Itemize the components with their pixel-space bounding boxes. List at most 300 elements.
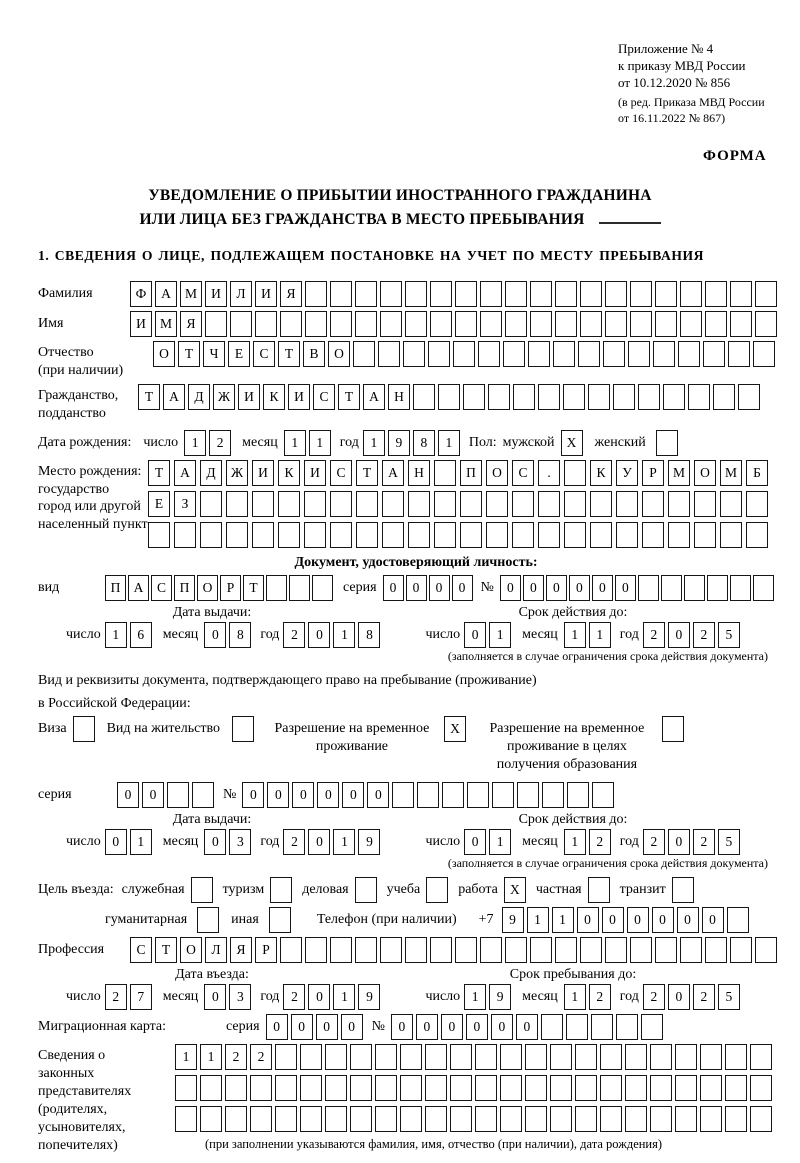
char-cell[interactable] xyxy=(330,281,352,307)
char-cell[interactable] xyxy=(591,1014,613,1040)
char-cell[interactable]: Т xyxy=(243,575,264,601)
char-cell[interactable] xyxy=(590,491,612,517)
char-cell[interactable]: А xyxy=(363,384,385,410)
char-cell[interactable] xyxy=(705,937,727,963)
char-cell[interactable] xyxy=(542,782,564,808)
char-cell[interactable] xyxy=(430,937,452,963)
char-cell[interactable] xyxy=(628,341,650,367)
char-cell[interactable] xyxy=(512,491,534,517)
char-cell[interactable]: 2 xyxy=(693,984,715,1010)
char-cell[interactable] xyxy=(750,1075,772,1101)
char-cell[interactable]: З xyxy=(174,491,196,517)
char-cell[interactable]: 1 xyxy=(105,622,127,648)
char-cell[interactable] xyxy=(280,937,302,963)
char-cell[interactable] xyxy=(330,522,352,548)
char-cell[interactable]: 1 xyxy=(333,984,355,1010)
char-cell[interactable]: 1 xyxy=(589,622,611,648)
char-cell[interactable] xyxy=(694,491,716,517)
char-cell[interactable] xyxy=(350,1075,372,1101)
char-cell[interactable]: 0 xyxy=(391,1014,413,1040)
char-cell[interactable]: Я xyxy=(280,281,302,307)
char-cell[interactable]: О xyxy=(486,460,508,486)
char-cell[interactable] xyxy=(555,281,577,307)
residence-permit-checkbox[interactable] xyxy=(232,716,254,742)
char-cell[interactable] xyxy=(550,1044,572,1070)
char-cell[interactable] xyxy=(200,1075,222,1101)
char-cell[interactable]: 0 xyxy=(204,984,226,1010)
char-cell[interactable]: Р xyxy=(642,460,664,486)
char-cell[interactable]: . xyxy=(538,460,560,486)
char-cell[interactable] xyxy=(148,522,170,548)
char-cell[interactable]: 1 xyxy=(464,984,486,1010)
char-cell[interactable]: 0 xyxy=(316,1014,338,1040)
char-cell[interactable] xyxy=(680,937,702,963)
char-cell[interactable] xyxy=(605,281,627,307)
char-cell[interactable] xyxy=(564,491,586,517)
char-cell[interactable]: А xyxy=(163,384,185,410)
char-cell[interactable]: Ф xyxy=(130,281,152,307)
char-cell[interactable] xyxy=(355,281,377,307)
char-cell[interactable] xyxy=(403,341,425,367)
char-cell[interactable] xyxy=(467,782,489,808)
char-cell[interactable] xyxy=(455,311,477,337)
char-cell[interactable]: М xyxy=(155,311,177,337)
char-cell[interactable] xyxy=(755,311,777,337)
char-cell[interactable]: Р xyxy=(255,937,277,963)
char-cell[interactable] xyxy=(661,575,682,601)
char-cell[interactable] xyxy=(475,1106,497,1132)
purpose-work-checkbox[interactable]: X xyxy=(504,877,526,903)
char-cell[interactable] xyxy=(382,522,404,548)
char-cell[interactable] xyxy=(304,491,326,517)
char-cell[interactable]: С xyxy=(130,937,152,963)
char-cell[interactable] xyxy=(280,311,302,337)
char-cell[interactable] xyxy=(578,341,600,367)
char-cell[interactable]: 2 xyxy=(693,829,715,855)
char-cell[interactable] xyxy=(275,1106,297,1132)
char-cell[interactable] xyxy=(408,522,430,548)
char-cell[interactable] xyxy=(650,1106,672,1132)
char-cell[interactable] xyxy=(563,384,585,410)
char-cell[interactable]: 0 xyxy=(341,1014,363,1040)
char-cell[interactable] xyxy=(567,782,589,808)
char-cell[interactable]: Л xyxy=(205,937,227,963)
char-cell[interactable] xyxy=(480,311,502,337)
char-cell[interactable] xyxy=(538,522,560,548)
char-cell[interactable] xyxy=(616,491,638,517)
temp-permit-checkbox[interactable]: X xyxy=(444,716,466,742)
char-cell[interactable] xyxy=(641,1014,663,1040)
char-cell[interactable] xyxy=(638,575,659,601)
char-cell[interactable]: 0 xyxy=(668,622,690,648)
char-cell[interactable]: 1 xyxy=(489,829,511,855)
char-cell[interactable]: 0 xyxy=(266,1014,288,1040)
char-cell[interactable] xyxy=(700,1044,722,1070)
char-cell[interactable]: 0 xyxy=(292,782,314,808)
char-cell[interactable] xyxy=(225,1075,247,1101)
char-cell[interactable]: 0 xyxy=(308,622,330,648)
char-cell[interactable]: Я xyxy=(180,311,202,337)
char-cell[interactable]: Т xyxy=(278,341,300,367)
char-cell[interactable] xyxy=(192,782,214,808)
char-cell[interactable]: 0 xyxy=(464,622,486,648)
char-cell[interactable] xyxy=(750,1044,772,1070)
char-cell[interactable] xyxy=(730,311,752,337)
char-cell[interactable]: 1 xyxy=(184,430,206,456)
char-cell[interactable]: 0 xyxy=(267,782,289,808)
char-cell[interactable] xyxy=(553,341,575,367)
char-cell[interactable] xyxy=(575,1044,597,1070)
char-cell[interactable] xyxy=(755,281,777,307)
char-cell[interactable] xyxy=(330,937,352,963)
char-cell[interactable] xyxy=(550,1075,572,1101)
visa-checkbox[interactable] xyxy=(73,716,95,742)
char-cell[interactable]: И xyxy=(288,384,310,410)
char-cell[interactable]: 2 xyxy=(643,984,665,1010)
char-cell[interactable]: 0 xyxy=(406,575,427,601)
char-cell[interactable] xyxy=(392,782,414,808)
char-cell[interactable]: 0 xyxy=(204,829,226,855)
char-cell[interactable] xyxy=(550,1106,572,1132)
char-cell[interactable] xyxy=(300,1106,322,1132)
char-cell[interactable] xyxy=(425,1075,447,1101)
char-cell[interactable] xyxy=(275,1075,297,1101)
char-cell[interactable] xyxy=(353,341,375,367)
char-cell[interactable] xyxy=(616,522,638,548)
char-cell[interactable]: 9 xyxy=(358,829,380,855)
char-cell[interactable] xyxy=(575,1075,597,1101)
char-cell[interactable] xyxy=(753,341,775,367)
char-cell[interactable] xyxy=(463,384,485,410)
char-cell[interactable]: 0 xyxy=(416,1014,438,1040)
char-cell[interactable]: Д xyxy=(188,384,210,410)
char-cell[interactable] xyxy=(705,281,727,307)
char-cell[interactable] xyxy=(255,311,277,337)
char-cell[interactable] xyxy=(330,311,352,337)
char-cell[interactable] xyxy=(252,491,274,517)
char-cell[interactable] xyxy=(530,311,552,337)
char-cell[interactable] xyxy=(555,311,577,337)
char-cell[interactable]: 1 xyxy=(489,622,511,648)
char-cell[interactable]: Т xyxy=(338,384,360,410)
char-cell[interactable]: К xyxy=(590,460,612,486)
char-cell[interactable] xyxy=(630,281,652,307)
char-cell[interactable]: Е xyxy=(228,341,250,367)
char-cell[interactable]: П xyxy=(460,460,482,486)
char-cell[interactable] xyxy=(380,281,402,307)
char-cell[interactable] xyxy=(375,1106,397,1132)
char-cell[interactable]: Т xyxy=(155,937,177,963)
char-cell[interactable] xyxy=(486,491,508,517)
char-cell[interactable] xyxy=(675,1075,697,1101)
char-cell[interactable] xyxy=(305,937,327,963)
char-cell[interactable] xyxy=(175,1075,197,1101)
char-cell[interactable]: 2 xyxy=(589,829,611,855)
purpose-private-checkbox[interactable] xyxy=(588,877,610,903)
char-cell[interactable] xyxy=(538,384,560,410)
char-cell[interactable] xyxy=(738,384,760,410)
char-cell[interactable] xyxy=(700,1106,722,1132)
char-cell[interactable]: О xyxy=(180,937,202,963)
char-cell[interactable]: Ж xyxy=(213,384,235,410)
char-cell[interactable]: 0 xyxy=(668,984,690,1010)
char-cell[interactable] xyxy=(513,384,535,410)
char-cell[interactable]: 0 xyxy=(546,575,567,601)
char-cell[interactable] xyxy=(725,1106,747,1132)
char-cell[interactable] xyxy=(442,782,464,808)
char-cell[interactable] xyxy=(755,937,777,963)
char-cell[interactable]: И xyxy=(130,311,152,337)
char-cell[interactable] xyxy=(434,522,456,548)
char-cell[interactable] xyxy=(250,1106,272,1132)
char-cell[interactable] xyxy=(205,311,227,337)
char-cell[interactable] xyxy=(225,1106,247,1132)
char-cell[interactable] xyxy=(575,1106,597,1132)
char-cell[interactable]: С xyxy=(313,384,335,410)
char-cell[interactable]: А xyxy=(155,281,177,307)
char-cell[interactable] xyxy=(530,937,552,963)
char-cell[interactable] xyxy=(650,1044,672,1070)
char-cell[interactable] xyxy=(588,384,610,410)
char-cell[interactable]: Б xyxy=(746,460,768,486)
char-cell[interactable] xyxy=(175,1106,197,1132)
purpose-business-checkbox[interactable] xyxy=(355,877,377,903)
char-cell[interactable]: О xyxy=(197,575,218,601)
char-cell[interactable] xyxy=(417,782,439,808)
char-cell[interactable] xyxy=(530,281,552,307)
char-cell[interactable]: 0 xyxy=(569,575,590,601)
char-cell[interactable]: 3 xyxy=(229,829,251,855)
char-cell[interactable]: 9 xyxy=(489,984,511,1010)
char-cell[interactable] xyxy=(750,1106,772,1132)
char-cell[interactable] xyxy=(600,1044,622,1070)
char-cell[interactable] xyxy=(355,311,377,337)
char-cell[interactable] xyxy=(580,937,602,963)
char-cell[interactable]: Ч xyxy=(203,341,225,367)
char-cell[interactable] xyxy=(590,522,612,548)
char-cell[interactable] xyxy=(325,1075,347,1101)
char-cell[interactable] xyxy=(564,460,586,486)
char-cell[interactable] xyxy=(226,522,248,548)
char-cell[interactable]: 1 xyxy=(333,829,355,855)
char-cell[interactable]: 0 xyxy=(677,907,699,933)
char-cell[interactable] xyxy=(642,522,664,548)
char-cell[interactable] xyxy=(630,311,652,337)
char-cell[interactable] xyxy=(650,1075,672,1101)
char-cell[interactable] xyxy=(746,522,768,548)
char-cell[interactable] xyxy=(500,1106,522,1132)
char-cell[interactable]: 0 xyxy=(668,829,690,855)
char-cell[interactable] xyxy=(174,522,196,548)
char-cell[interactable] xyxy=(275,1044,297,1070)
char-cell[interactable]: 1 xyxy=(527,907,549,933)
char-cell[interactable] xyxy=(350,1044,372,1070)
char-cell[interactable]: 0 xyxy=(500,575,521,601)
char-cell[interactable]: М xyxy=(720,460,742,486)
char-cell[interactable]: 2 xyxy=(209,430,231,456)
char-cell[interactable]: О xyxy=(153,341,175,367)
char-cell[interactable]: 0 xyxy=(464,829,486,855)
char-cell[interactable]: 0 xyxy=(308,829,330,855)
char-cell[interactable]: 1 xyxy=(175,1044,197,1070)
purpose-study-checkbox[interactable] xyxy=(426,877,448,903)
char-cell[interactable] xyxy=(678,341,700,367)
char-cell[interactable] xyxy=(382,491,404,517)
char-cell[interactable] xyxy=(675,1044,697,1070)
char-cell[interactable] xyxy=(200,522,222,548)
char-cell[interactable] xyxy=(605,937,627,963)
char-cell[interactable] xyxy=(625,1044,647,1070)
char-cell[interactable] xyxy=(450,1106,472,1132)
char-cell[interactable]: 0 xyxy=(117,782,139,808)
char-cell[interactable]: 2 xyxy=(250,1044,272,1070)
char-cell[interactable] xyxy=(753,575,774,601)
char-cell[interactable] xyxy=(400,1044,422,1070)
char-cell[interactable] xyxy=(663,384,685,410)
char-cell[interactable] xyxy=(428,341,450,367)
char-cell[interactable] xyxy=(486,522,508,548)
char-cell[interactable] xyxy=(455,281,477,307)
char-cell[interactable] xyxy=(413,384,435,410)
char-cell[interactable]: 1 xyxy=(552,907,574,933)
char-cell[interactable]: И xyxy=(304,460,326,486)
char-cell[interactable] xyxy=(517,782,539,808)
char-cell[interactable] xyxy=(312,575,333,601)
char-cell[interactable] xyxy=(605,311,627,337)
char-cell[interactable]: 0 xyxy=(523,575,544,601)
char-cell[interactable]: 0 xyxy=(702,907,724,933)
char-cell[interactable] xyxy=(603,341,625,367)
char-cell[interactable]: 0 xyxy=(383,575,404,601)
char-cell[interactable]: А xyxy=(382,460,404,486)
char-cell[interactable] xyxy=(330,491,352,517)
char-cell[interactable]: 9 xyxy=(388,430,410,456)
char-cell[interactable] xyxy=(200,491,222,517)
char-cell[interactable] xyxy=(405,937,427,963)
char-cell[interactable] xyxy=(167,782,189,808)
char-cell[interactable] xyxy=(266,575,287,601)
char-cell[interactable] xyxy=(725,1044,747,1070)
char-cell[interactable]: Т xyxy=(178,341,200,367)
char-cell[interactable]: У xyxy=(616,460,638,486)
char-cell[interactable] xyxy=(675,1106,697,1132)
char-cell[interactable] xyxy=(655,281,677,307)
purpose-transit-checkbox[interactable] xyxy=(672,877,694,903)
char-cell[interactable] xyxy=(400,1075,422,1101)
char-cell[interactable] xyxy=(200,1106,222,1132)
char-cell[interactable] xyxy=(450,1075,472,1101)
char-cell[interactable]: М xyxy=(180,281,202,307)
char-cell[interactable] xyxy=(289,575,310,601)
char-cell[interactable] xyxy=(300,1075,322,1101)
char-cell[interactable] xyxy=(355,937,377,963)
char-cell[interactable] xyxy=(703,341,725,367)
char-cell[interactable] xyxy=(438,384,460,410)
char-cell[interactable]: Т xyxy=(138,384,160,410)
char-cell[interactable]: П xyxy=(174,575,195,601)
char-cell[interactable] xyxy=(478,341,500,367)
char-cell[interactable] xyxy=(525,1044,547,1070)
char-cell[interactable] xyxy=(492,782,514,808)
char-cell[interactable]: 2 xyxy=(589,984,611,1010)
char-cell[interactable]: 9 xyxy=(502,907,524,933)
char-cell[interactable] xyxy=(375,1075,397,1101)
char-cell[interactable]: 0 xyxy=(308,984,330,1010)
char-cell[interactable] xyxy=(725,1075,747,1101)
char-cell[interactable] xyxy=(250,1075,272,1101)
char-cell[interactable] xyxy=(684,575,705,601)
char-cell[interactable] xyxy=(278,522,300,548)
char-cell[interactable]: 0 xyxy=(592,575,613,601)
char-cell[interactable]: С xyxy=(253,341,275,367)
char-cell[interactable] xyxy=(625,1075,647,1101)
char-cell[interactable]: О xyxy=(694,460,716,486)
char-cell[interactable]: 8 xyxy=(413,430,435,456)
char-cell[interactable] xyxy=(434,491,456,517)
char-cell[interactable] xyxy=(356,491,378,517)
char-cell[interactable] xyxy=(305,281,327,307)
char-cell[interactable]: 0 xyxy=(452,575,473,601)
char-cell[interactable]: Я xyxy=(230,937,252,963)
char-cell[interactable] xyxy=(350,1106,372,1132)
char-cell[interactable] xyxy=(480,937,502,963)
char-cell[interactable] xyxy=(694,522,716,548)
char-cell[interactable]: 0 xyxy=(441,1014,463,1040)
char-cell[interactable] xyxy=(408,491,430,517)
char-cell[interactable] xyxy=(488,384,510,410)
char-cell[interactable] xyxy=(430,311,452,337)
char-cell[interactable] xyxy=(746,491,768,517)
char-cell[interactable] xyxy=(613,384,635,410)
char-cell[interactable]: М xyxy=(668,460,690,486)
char-cell[interactable]: 0 xyxy=(516,1014,538,1040)
char-cell[interactable]: 0 xyxy=(429,575,450,601)
char-cell[interactable] xyxy=(713,384,735,410)
char-cell[interactable]: А xyxy=(174,460,196,486)
char-cell[interactable] xyxy=(252,522,274,548)
char-cell[interactable]: Н xyxy=(388,384,410,410)
char-cell[interactable]: И xyxy=(255,281,277,307)
char-cell[interactable]: 3 xyxy=(229,984,251,1010)
char-cell[interactable] xyxy=(503,341,525,367)
char-cell[interactable] xyxy=(728,341,750,367)
char-cell[interactable]: С xyxy=(151,575,172,601)
char-cell[interactable]: 0 xyxy=(466,1014,488,1040)
char-cell[interactable] xyxy=(720,522,742,548)
char-cell[interactable]: Л xyxy=(230,281,252,307)
char-cell[interactable] xyxy=(455,937,477,963)
char-cell[interactable] xyxy=(400,1106,422,1132)
char-cell[interactable] xyxy=(460,491,482,517)
char-cell[interactable]: 0 xyxy=(291,1014,313,1040)
char-cell[interactable] xyxy=(680,311,702,337)
char-cell[interactable]: 0 xyxy=(577,907,599,933)
char-cell[interactable]: И xyxy=(238,384,260,410)
char-cell[interactable] xyxy=(505,281,527,307)
char-cell[interactable]: А xyxy=(128,575,149,601)
char-cell[interactable]: 8 xyxy=(229,622,251,648)
purpose-tourism-checkbox[interactable] xyxy=(270,877,292,903)
char-cell[interactable] xyxy=(655,937,677,963)
char-cell[interactable]: 0 xyxy=(367,782,389,808)
char-cell[interactable]: 2 xyxy=(283,622,305,648)
char-cell[interactable]: 0 xyxy=(317,782,339,808)
char-cell[interactable] xyxy=(638,384,660,410)
char-cell[interactable]: 0 xyxy=(652,907,674,933)
char-cell[interactable] xyxy=(705,311,727,337)
female-checkbox[interactable] xyxy=(656,430,678,456)
char-cell[interactable] xyxy=(625,1106,647,1132)
